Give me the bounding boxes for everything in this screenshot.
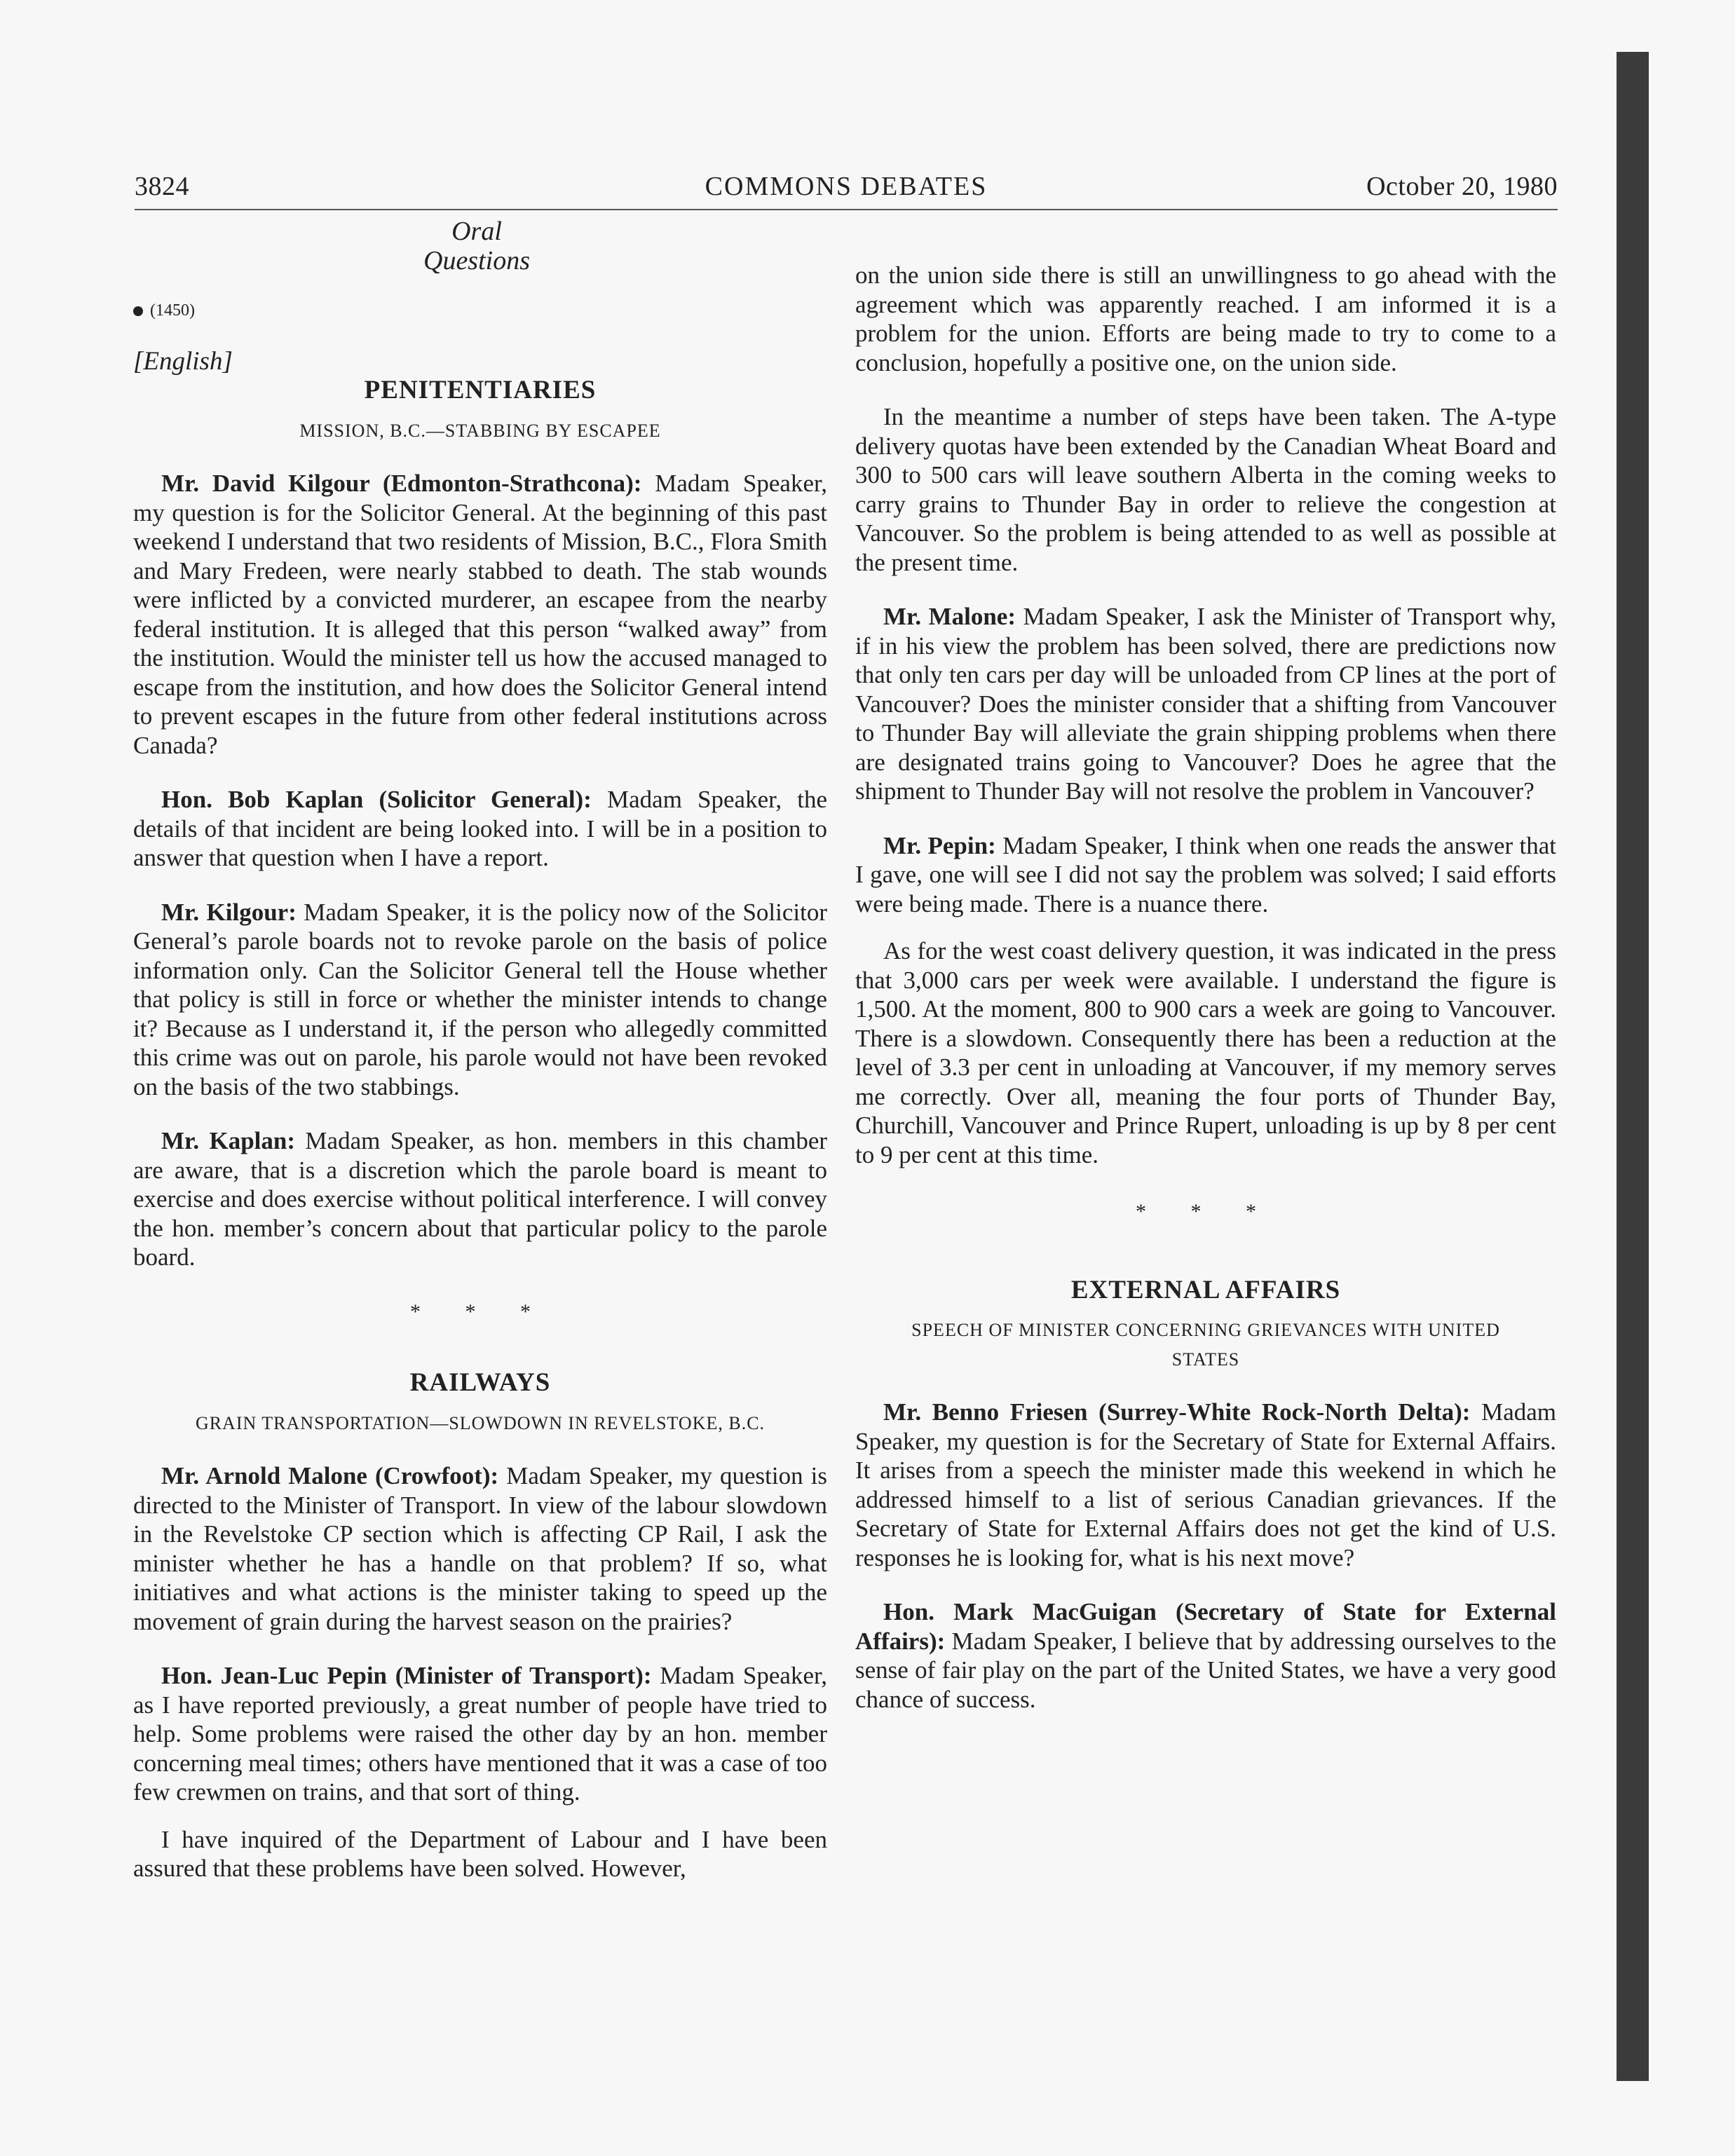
section-divider: * * *: [1136, 1200, 1276, 1223]
paragraph-text: Madam Speaker, as hon. members in this chamber are aware, that is a discretion which the parole board is meant to exercise and does exercise without political interference. I will convey the hon. member’s concern about that particular policy to the parole board.: [133, 1127, 828, 1271]
paragraph-text: Madam Speaker, my question is for the Secretary of State for External Affairs. It arises from a speech the minister made this weekend in which he addressed himself to a list of serious Canadian grievances. If the Secretary of State for External Affairs does not get the kind of U.S. responses he is looking for, what is his next move?: [855, 1398, 1556, 1571]
heading-external-affairs: EXTERNAL AFFAIRS: [1070, 1275, 1341, 1304]
speaker-name: Mr. Benno Friesen (Surrey-White Rock-North Delta):: [883, 1398, 1471, 1426]
publication-title: COMMONS DEBATES: [705, 172, 988, 201]
subheading-grain: GRAIN TRANSPORTATION—SLOWDOWN IN REVELSTOKE, B.C.: [195, 1412, 766, 1433]
page-header: [135, 167, 1558, 210]
paragraph: [133, 785, 827, 873]
paragraph-text: Madam Speaker, my question is for the Solicitor General. At the beginning of this past weekend I understand that two residents of Mission, B.C., Flora Smith and Mary Fredeen, were nearly stabbed to death. The stab wounds were inflicted by a convicted murderer, an escapee from the nearby federal institution. It is alleged that this person “walked away” from the institution. Would the minister tell us how the accused managed to escape from the institution, and how does the Solicitor General intend to prevent escapes in the future from other federal institutions across Canada?: [133, 470, 827, 759]
paragraph: [855, 402, 1556, 577]
paragraph-text: Madam Speaker, I think when one reads the answer that I gave, one will see I did not say the problem was solved; I said efforts were being made. There is a nuance there.: [855, 831, 1556, 917]
heading-penitentiaries: PENITENTIARIES: [364, 376, 597, 404]
paragraph: [855, 261, 1556, 377]
paragraph: [855, 831, 1556, 919]
paragraph-text: Madam Speaker, I ask the Minister of Transport why, if in his view the problem has been solved, there are predictions now that only ten cars per day will be unloaded from CP lines at the port of Vancouver? Does the minister consider that a shifting from Vancouver to Thunder Bay will alleviate the grain shipping problems when there are designated trains going to Vancouver? Does he agree that the shipment to Thunder Bay will not resolve the problem in Vancouver?: [855, 603, 1556, 805]
paragraph-text: Madam Speaker, my question is directed to the Minister of Transport. In view of the labour slowdown in the Revelstoke CP section which is affecting CP Rail, I ask the minister whether he has a handle on that problem? If so, what initiatives and what actions is the minister taking to speed up the movement of grain during the harvest season on the prairies?: [133, 1462, 827, 1635]
speaker-name: Mr. David Kilgour (Edmonton-Strathcona):: [161, 470, 642, 497]
paragraph-text: I have inquired of the Department of Labour and I have been assured that these problems have been solved. However,: [133, 1825, 827, 1882]
paragraph-text: Madam Speaker, the details of that incident are being looked into. I will be in a position to answer that question when I have a report.: [133, 786, 828, 871]
right-column: [855, 261, 1556, 1739]
section-divider: * * *: [410, 1299, 550, 1323]
bullet-icon: [133, 306, 143, 316]
paragraph-text: In the meantime a number of steps have been taken. The A-type delivery quotas have been extended by the Canadian Wheat Board and 300 to 500 cars will leave southern Alberta in the coming weeks to carry grains to Thunder Bay in order to relieve the congestion at Vancouver. So the problem is being attended to as well as possible at the present time.: [855, 403, 1556, 576]
speaker-name: Mr. Arnold Malone (Crowfoot):: [161, 1462, 499, 1489]
paragraph: [855, 936, 1556, 1169]
paragraph: [133, 1126, 827, 1272]
subheading-mission: MISSION, B.C.—STABBING BY ESCAPEE: [299, 420, 661, 441]
paragraph: [855, 602, 1556, 806]
speaker-name: Mr. Kaplan:: [161, 1127, 296, 1154]
speaker-name: Hon. Bob Kaplan (Solicitor General):: [161, 786, 592, 813]
paragraph: [133, 1461, 827, 1636]
subheading-speech: SPEECH OF MINISTER CONCERNING GRIEVANCES WITH UNITED STATES: [911, 1320, 1500, 1370]
paragraph-text: As for the west coast delivery question, it was indicated in the press that 3,000 cars per week were available. I understand the figure is 1,500. At the moment, 800 to 900 cars a week are going to Vancouver. There is a slowdown. Consequently there has been a reduction at the level of 3.3 per cent in unloading at Vancouver, if my memory serves me correctly. Over all, meaning the four ports of Thunder Bay, Churchill, Vancouver and Prince Rupert, unloading is up by 8 per cent to 9 per cent at this time.: [855, 937, 1556, 1168]
paragraph-text: on the union side there is still an unwillingness to go ahead with the agreement which was apparently reached. I am informed it is a problem for the union. Efforts are being made to try to come to a conclusion, hopefully a positive one, on the union side.: [855, 261, 1556, 376]
language-tag: [English]: [133, 346, 233, 376]
paragraph: [133, 1825, 827, 1883]
paragraph: [855, 1398, 1556, 1572]
speaker-name: Mr. Kilgour:: [161, 898, 297, 926]
paragraph: [133, 1661, 827, 1807]
speaker-name: Mr. Malone:: [883, 603, 1016, 630]
paragraph-text: Madam Speaker, it is the policy now of the Solicitor General’s parole boards not to revoke parole on the basis of police information only. Can the Solicitor General tell the House whether that policy is still in force or whether the minister intends to change it? Because as I understand it, if the person who allegedly committed this crime was out on parole, his parole would not have been revoked on the basis of the two stabbings.: [133, 898, 827, 1100]
paragraph: [133, 898, 827, 1102]
speaker-name: Mr. Pepin:: [883, 831, 996, 859]
publication-date: October 20, 1980: [1366, 172, 1558, 201]
paragraph: [133, 469, 827, 760]
speaker-name: Hon. Jean-Luc Pepin (Minister of Transport):: [161, 1662, 652, 1689]
paragraph: [855, 1597, 1556, 1714]
paragraph-text: Madam Speaker, I believe that by addressing ourselves to the sense of fair play on the part of the United States, we have a very good chance of success.: [855, 1627, 1556, 1713]
paragraph-text: Madam Speaker, as I have reported previously, a great number of people have tried to help. Some problems were raised the other day by an hon. member concerning meal times; others have mentioned that it was a case of too few crewmen on trains, and that sort of thing.: [133, 1662, 827, 1806]
scan-edge-shadow: [1617, 52, 1649, 2081]
heading-railways: RAILWAYS: [409, 1368, 551, 1397]
timestamp: [133, 296, 827, 326]
left-column: [133, 217, 827, 1909]
speaker-name: Hon. Mark MacGuigan (Secretary of State for External Affairs):: [855, 1598, 1556, 1655]
section-label: Oral Questions: [423, 217, 530, 275]
page-number: 3824: [135, 172, 189, 201]
timestamp-text: (1450): [150, 301, 195, 320]
